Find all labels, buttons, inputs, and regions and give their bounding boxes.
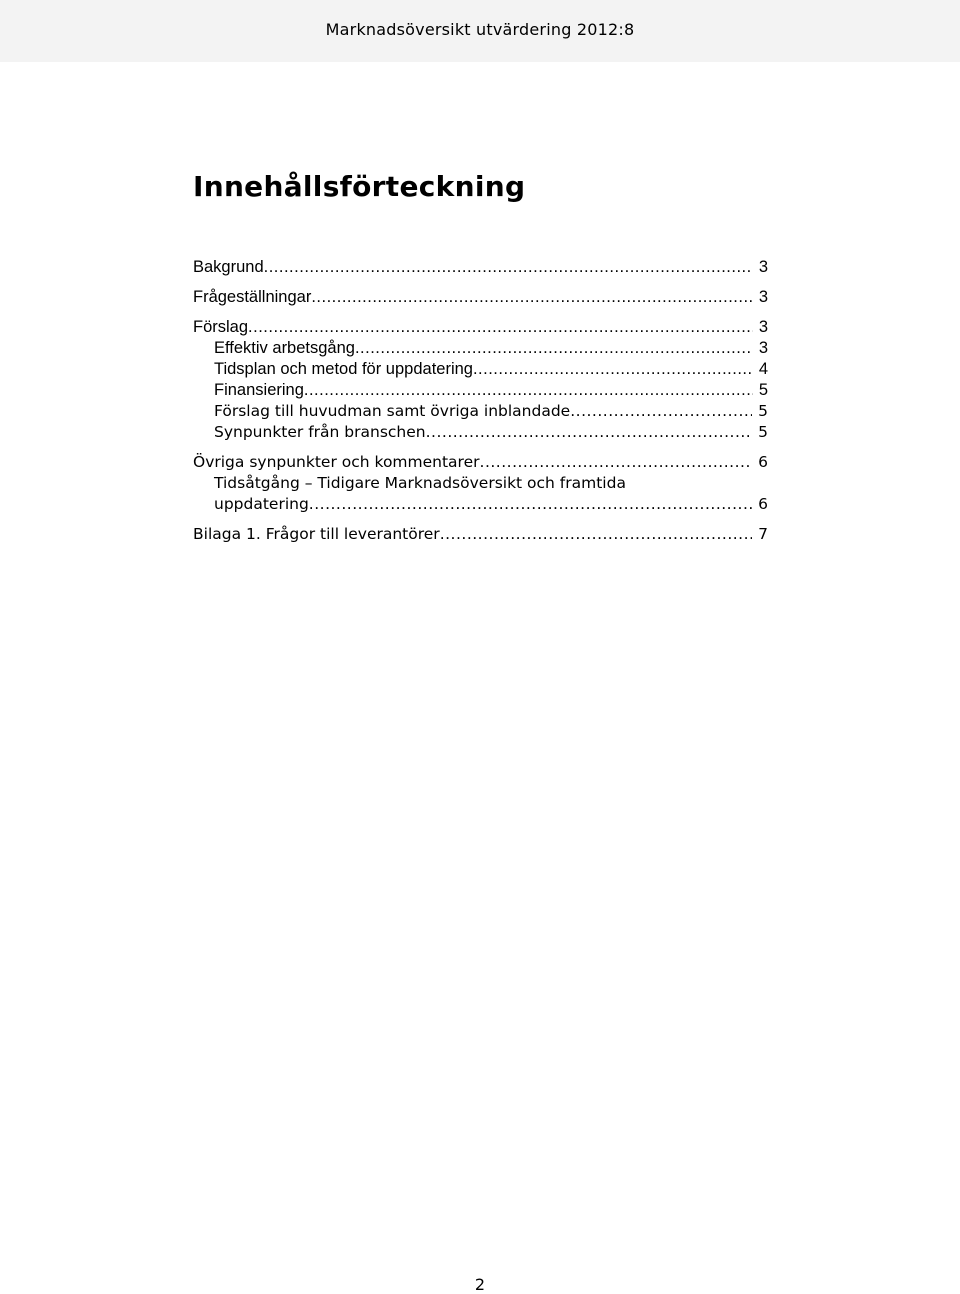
- toc-leader-dots: [311, 286, 753, 308]
- toc-entry-page: 6: [758, 453, 768, 471]
- toc-entry-tidsplan[interactable]: [214, 358, 768, 380]
- toc-entry-label: Finansiering: [214, 381, 304, 399]
- toc-entry-label: Förslag till huvudman samt övriga inblandade: [214, 402, 571, 420]
- toc-leader-dots: [264, 256, 753, 278]
- toc-entry-page: 7: [758, 525, 768, 543]
- toc-entry-ovriga-synpunkter[interactable]: [193, 451, 768, 473]
- toc-entry-page: 4: [758, 360, 768, 378]
- toc-entry-tidsatgang-line1[interactable]: Tidsåtgång – Tidigare Marknadsöversikt och framtida: [214, 474, 626, 492]
- toc-entry-page: 5: [758, 402, 768, 420]
- toc-leader-dots: [473, 358, 753, 380]
- page-number: 2: [474, 1275, 486, 1294]
- toc-leader-dots: [355, 337, 753, 359]
- toc-entry-label: Bilaga 1. Frågor till leverantörer: [193, 525, 440, 543]
- toc-leader-dots: [248, 316, 753, 338]
- toc-leader-dots: [426, 421, 753, 443]
- toc-entry-label: Övriga synpunkter och kommentarer: [193, 453, 480, 471]
- toc-entry-forslag[interactable]: [193, 316, 768, 338]
- toc-entry-label: Tidsplan och metod för uppdatering: [214, 360, 473, 378]
- running-header: Marknadsöversikt utvärdering 2012:8: [325, 20, 635, 39]
- toc-entry-effektiv-arbetsgang[interactable]: [214, 337, 768, 359]
- toc-leader-dots: [570, 400, 752, 422]
- toc-entry-page: 3: [758, 318, 768, 336]
- toc-entry-label: Frågeställningar: [193, 288, 312, 306]
- toc-leader-dots: [440, 523, 752, 545]
- toc-entry-synpunkter-branschen[interactable]: [214, 421, 768, 443]
- toc-leader-dots: [480, 451, 753, 473]
- toc-leader-dots: [304, 379, 753, 401]
- toc-entry-page: 3: [758, 288, 768, 306]
- toc-entry-page: 6: [758, 495, 768, 513]
- toc-title: Innehållsförteckning: [193, 170, 526, 203]
- toc-entry-label: Effektiv arbetsgång: [214, 339, 355, 357]
- toc-entry-page: 3: [758, 258, 768, 276]
- toc-entry-huvudman[interactable]: [214, 400, 768, 422]
- toc-entry-tidsatgang[interactable]: [214, 493, 768, 515]
- toc-leader-dots: [309, 493, 752, 515]
- toc-entry-page: 5: [758, 381, 768, 399]
- toc-entry-finansiering[interactable]: [214, 379, 768, 401]
- toc-entry-label: Förslag: [193, 318, 249, 336]
- toc-entry-bakgrund[interactable]: [193, 256, 768, 278]
- toc-entry-label: Synpunkter från branschen: [214, 423, 426, 441]
- toc-entry-page: 5: [758, 423, 768, 441]
- toc-entry-label: Bakgrund: [193, 258, 264, 276]
- toc-entry-page: 3: [758, 339, 768, 357]
- toc-entry-fragestallningar[interactable]: [193, 286, 768, 308]
- toc-entry-label: uppdatering: [214, 495, 309, 513]
- toc-entry-bilaga-1[interactable]: [193, 523, 768, 545]
